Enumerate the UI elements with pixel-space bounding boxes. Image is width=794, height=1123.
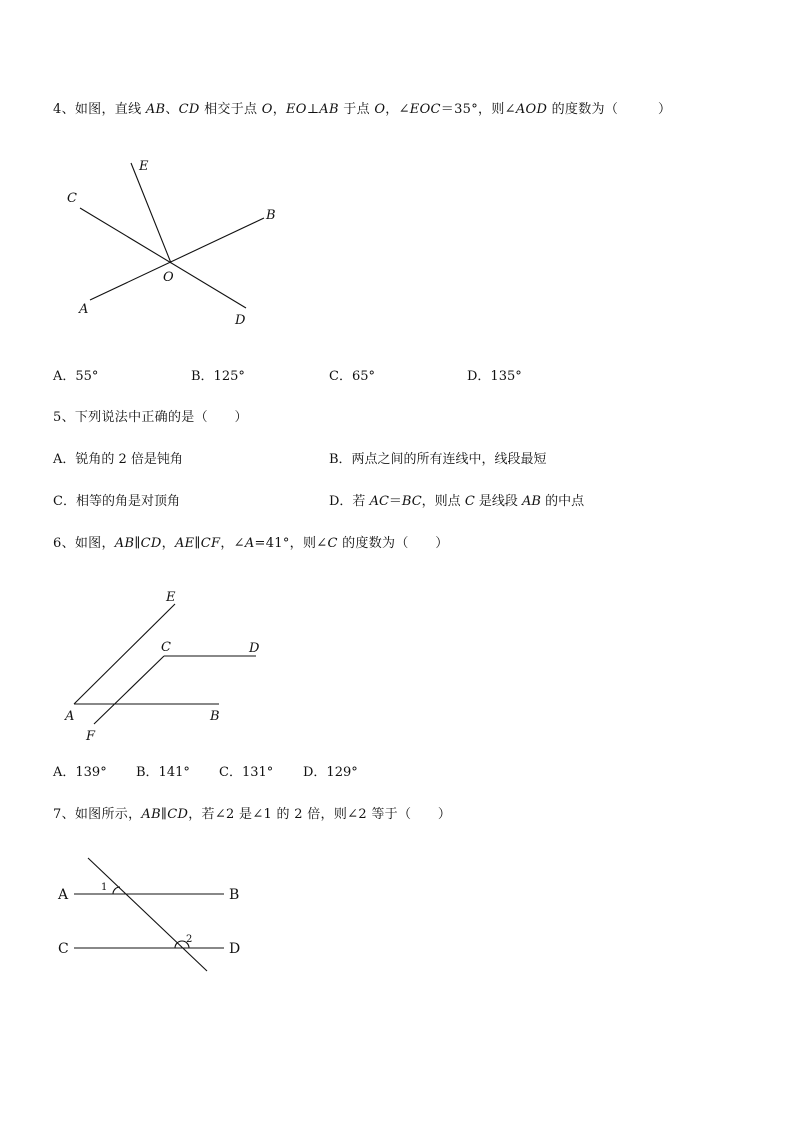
label-d: D [235,313,246,328]
label-c: C [67,191,77,206]
label-a: A [79,302,89,317]
q6-option-c[interactable]: C．131° [219,765,274,780]
q6-option-a[interactable]: A．139° [53,765,107,780]
q6-option-b[interactable]: B．141° [136,765,190,780]
label-a: A [58,887,69,903]
q5-option-c[interactable]: C．相等的角是对顶角 [53,494,180,509]
label-e: E [139,159,149,174]
label-b: B [266,208,276,223]
label-e: E [166,590,176,605]
label-c: C [161,640,171,655]
label-d: D [249,641,260,656]
q4-option-b[interactable]: B．125° [191,369,245,384]
label-angle-2: 2 [186,934,193,945]
q4-option-c[interactable]: C．65° [329,369,375,384]
question-5-stem: 5、下列说法中正确的是（ ） [53,410,248,425]
label-c: C [58,941,69,957]
label-b: B [210,709,220,724]
label-d: D [229,941,241,957]
q4-option-a[interactable]: A．55° [53,369,99,384]
question-6-stem: 6、如图，AB∥CD，AE∥CF，∠A=41°，则∠C 的度数为（ ） [53,536,449,551]
q5-option-d[interactable]: D．若 AC＝BC，则点 C 是线段 AB 的中点 [329,494,585,509]
label-angle-1: 1 [101,882,108,893]
label-f: F [86,729,96,744]
q4-option-d[interactable]: D．135° [467,369,522,384]
q5-option-a[interactable]: A．锐角的 2 倍是钝角 [53,452,183,467]
q6-option-d[interactable]: D．129° [303,765,358,780]
label-a: A [65,709,75,724]
question-7-stem: 7、如图所示，AB∥CD，若∠2 是∠1 的 2 倍，则∠2 等于（ ） [53,807,452,822]
question-4-stem: 4、如图，直线 AB、CD 相交于点 O，EO⊥AB 于点 O，∠EOC＝35°，则∠AOD 的度数为（ ） [53,102,672,117]
label-b: B [229,887,240,903]
transversal [88,858,207,971]
label-o: O [163,270,174,285]
q5-option-b[interactable]: B．两点之间的所有连线中，线段最短 [329,452,547,467]
